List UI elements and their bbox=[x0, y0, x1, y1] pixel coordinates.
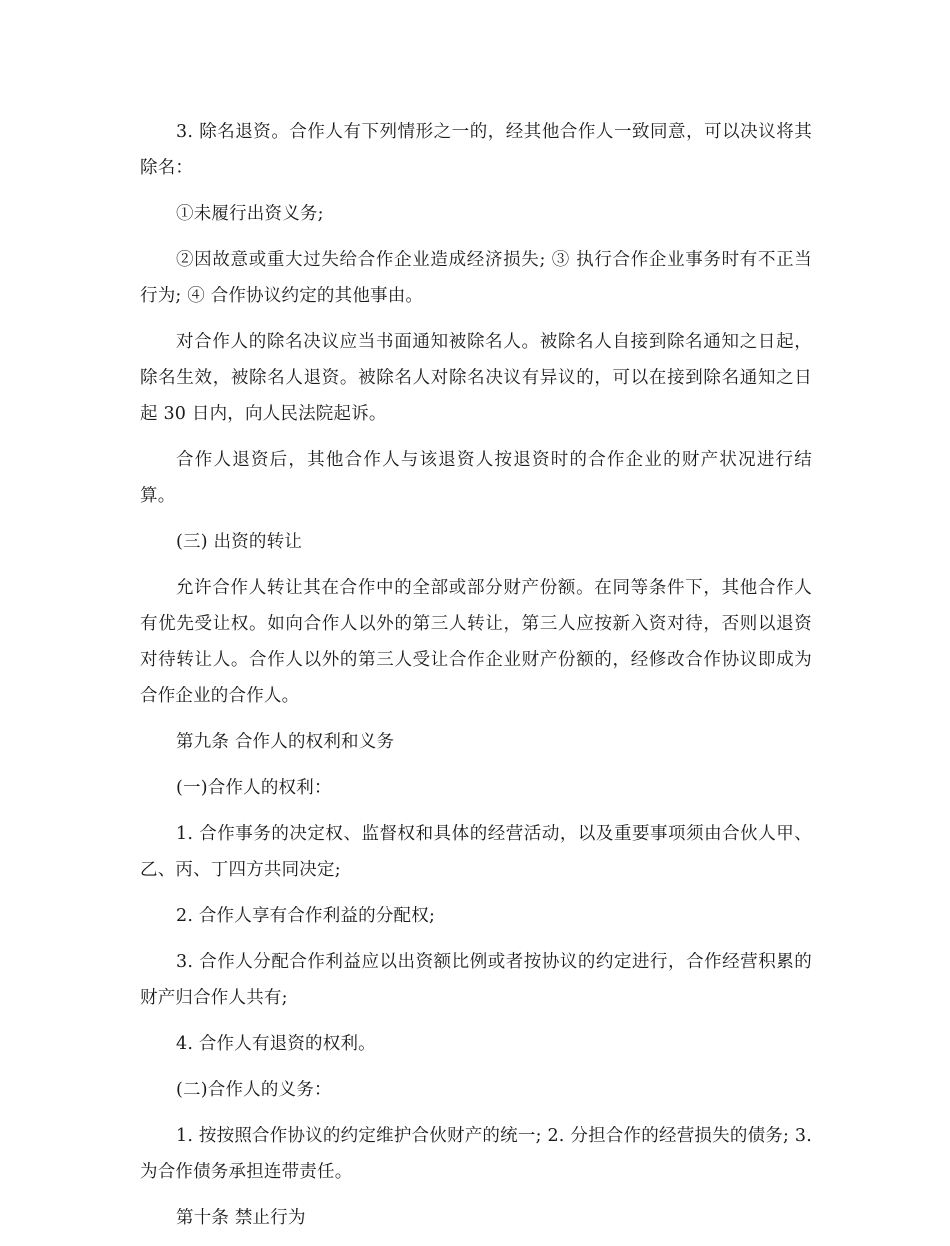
section-heading-obligations: (二)合作人的义务： bbox=[176, 1080, 332, 1100]
paragraph-right-2: 2. 合作人享有合作利益的分配权; bbox=[176, 906, 436, 926]
paragraph-item-1: ①未履行出资义务; bbox=[176, 204, 324, 224]
paragraph-obligations: 1. 按按照合作协议的约定维护合伙财产的统一; 2. 分担合作的经营损失的债务; 3. 为合作债务承担连带责任。 bbox=[140, 1126, 812, 1182]
paragraph-expulsion-notice: 对合作人的除名决议应当书面通知被除名人。被除名人自接到除名通知之日起，除名生效，被除名人退资。被除名人对除名决议有异议的，可以在接到除名通知之日起 30 日内，向人民法院起诉。 bbox=[140, 332, 812, 424]
paragraph-right-4: 4. 合作人有退资的权利。 bbox=[176, 1034, 376, 1054]
section-heading-rights: (一)合作人的权利： bbox=[176, 778, 332, 798]
paragraph-expulsion-clause: 3. 除名退资。合作人有下列情形之一的，经其他合作人一致同意，可以决议将其除名： bbox=[140, 122, 812, 178]
paragraph-right-1: 1. 合作事务的决定权、监督权和具体的经营活动，以及重要事项须由合伙人甲、乙、丙、丁四方共同决定; bbox=[140, 824, 812, 880]
article-heading-9: 第九条 合作人的权利和义务 bbox=[176, 732, 395, 752]
paragraph-settlement: 合作人退资后，其他合作人与该退资人按退资时的合作企业的财产状况进行结算。 bbox=[140, 450, 812, 506]
paragraph-items-2-4: ②因故意或重大过失给合作企业造成经济损失; ③ 执行合作企业事务时有不正当行为; ④ 合作协议约定的其他事由。 bbox=[140, 250, 812, 306]
paragraph-right-3: 3. 合作人分配合作利益应以出资额比例或者按协议的约定进行，合作经营积累的财产归合作人共有; bbox=[140, 952, 812, 1008]
paragraph-transfer: 允许合作人转让其在合作中的全部或部分财产份额。在同等条件下，其他合作人有优先受让权。如向合作人以外的第三人转让，第三人应按新入资对待，否则以退资对待转让人。合作人以外的第三人受让合作企业财产份额的，经修改合作协议即成为合作企业的合作人。 bbox=[140, 578, 812, 706]
section-heading-transfer: (三) 出资的转让 bbox=[176, 532, 303, 552]
document-body bbox=[140, 114, 812, 1246]
article-heading-10: 第十条 禁止行为 bbox=[176, 1208, 306, 1228]
